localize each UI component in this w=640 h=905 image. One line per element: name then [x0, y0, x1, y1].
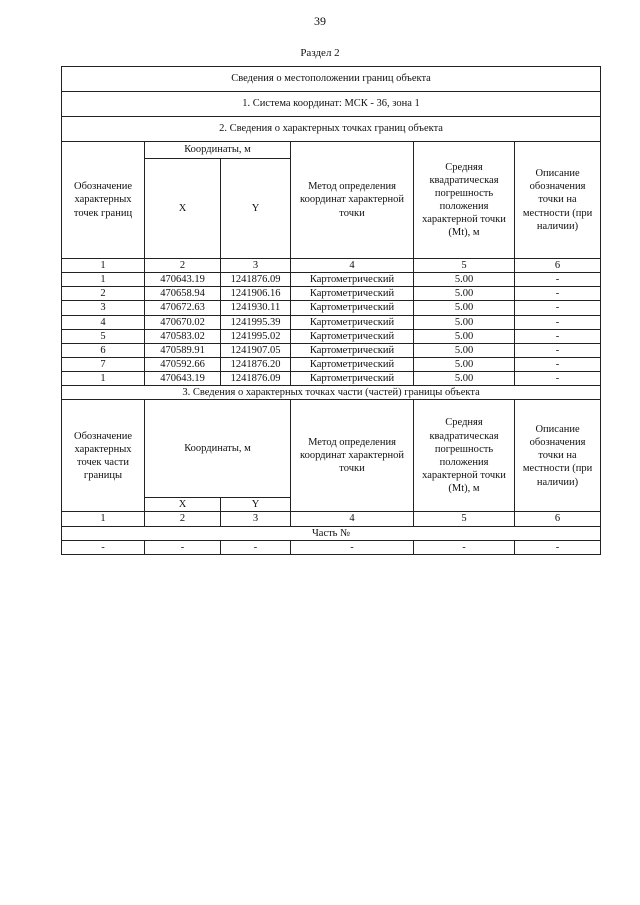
- s2-header-x: X: [145, 159, 221, 259]
- method: Картометрический: [291, 315, 414, 329]
- error: 5.00: [414, 301, 515, 315]
- s3-header-x: X: [145, 498, 221, 512]
- coord-x: 470672.63: [145, 301, 221, 315]
- coord-x: 470592.66: [145, 357, 221, 371]
- point-id: 7: [62, 357, 145, 371]
- s3-header-designation: Обозначение характерных точек части границы: [62, 400, 145, 512]
- method: Картометрический: [291, 287, 414, 301]
- description: -: [515, 540, 601, 554]
- error: 5.00: [414, 343, 515, 357]
- point-id: 1: [62, 372, 145, 386]
- table-row: [62, 343, 601, 357]
- description: -: [515, 329, 601, 343]
- s3-col-number: 2: [145, 512, 221, 526]
- coord-y: 1241930.11: [221, 301, 291, 315]
- table-row: [62, 329, 601, 343]
- page-number: 39: [314, 14, 326, 28]
- method: Картометрический: [291, 301, 414, 315]
- point-id: 3: [62, 301, 145, 315]
- s3-col-number: 1: [62, 512, 145, 526]
- point-id: 1: [62, 273, 145, 287]
- error: 5.00: [414, 329, 515, 343]
- s2-numbering-row: [62, 259, 601, 273]
- section3-heading: 3. Сведения о характерных точках части (частей) границы объекта: [62, 386, 601, 400]
- part-label: Часть №: [62, 526, 601, 540]
- table-row: [62, 315, 601, 329]
- method: -: [291, 540, 414, 554]
- s2-col-number: 4: [291, 259, 414, 273]
- table-row: [62, 372, 601, 386]
- coord-x: 470658.94: [145, 287, 221, 301]
- method: Картометрический: [291, 329, 414, 343]
- s3-header-coords: Координаты, м: [145, 400, 291, 498]
- coord-system: 1. Система координат: МСК - 36, зона 1: [62, 92, 601, 117]
- s2-col-number: 3: [221, 259, 291, 273]
- coord-x: 470589.91: [145, 343, 221, 357]
- description: -: [515, 315, 601, 329]
- s2-header-method: Метод определения координат характерной точки: [291, 142, 414, 259]
- s3-header-y: Y: [221, 498, 291, 512]
- error: 5.00: [414, 357, 515, 371]
- table-title: Сведения о местоположении границ объекта: [62, 67, 601, 92]
- s2-col-number: 1: [62, 259, 145, 273]
- error: 5.00: [414, 273, 515, 287]
- coord-y: 1241906.16: [221, 287, 291, 301]
- s3-numbering-row: [62, 512, 601, 526]
- s3-col-number: 3: [221, 512, 291, 526]
- description: -: [515, 287, 601, 301]
- method: Картометрический: [291, 357, 414, 371]
- point-id: -: [62, 540, 145, 554]
- coord-x: 470643.19: [145, 372, 221, 386]
- s3-col-number: 6: [515, 512, 601, 526]
- coord-x: -: [145, 540, 221, 554]
- point-id: 4: [62, 315, 145, 329]
- s3-header-error: Средняя квадратическая погрешность положения характерной точки (Mt), м: [414, 400, 515, 512]
- s2-col-number: 6: [515, 259, 601, 273]
- table-row: [62, 540, 601, 554]
- coord-x: 470583.02: [145, 329, 221, 343]
- table-row: [62, 357, 601, 371]
- s2-header-description: Описание обозначения точки на местности (при наличии): [515, 142, 601, 259]
- s2-header-coords: Координаты, м: [145, 142, 291, 159]
- coord-y: 1241876.09: [221, 372, 291, 386]
- s2-header-y: Y: [221, 159, 291, 259]
- table-row: [62, 301, 601, 315]
- s2-col-number: 5: [414, 259, 515, 273]
- method: Картометрический: [291, 273, 414, 287]
- coord-y: 1241876.20: [221, 357, 291, 371]
- error: -: [414, 540, 515, 554]
- point-id: 2: [62, 287, 145, 301]
- s3-col-number: 5: [414, 512, 515, 526]
- description: -: [515, 357, 601, 371]
- s3-header-description: Описание обозначения точки на местности (при наличии): [515, 400, 601, 512]
- coord-x: 470670.02: [145, 315, 221, 329]
- method: Картометрический: [291, 343, 414, 357]
- s3-col-number: 4: [291, 512, 414, 526]
- boundary-table: [61, 66, 601, 555]
- table-row: [62, 273, 601, 287]
- coord-y: -: [221, 540, 291, 554]
- description: -: [515, 301, 601, 315]
- coord-y: 1241876.09: [221, 273, 291, 287]
- description: -: [515, 372, 601, 386]
- coord-x: 470643.19: [145, 273, 221, 287]
- method: Картометрический: [291, 372, 414, 386]
- s3-header-method: Метод определения координат характерной точки: [291, 400, 414, 512]
- coord-y: 1241907.05: [221, 343, 291, 357]
- s2-col-number: 2: [145, 259, 221, 273]
- error: 5.00: [414, 372, 515, 386]
- error: 5.00: [414, 287, 515, 301]
- table-row: [62, 287, 601, 301]
- s2-header-designation: Обозначение характерных точек границ: [62, 142, 145, 259]
- coord-y: 1241995.39: [221, 315, 291, 329]
- point-id: 5: [62, 329, 145, 343]
- description: -: [515, 343, 601, 357]
- point-id: 6: [62, 343, 145, 357]
- section2-heading: 2. Сведения о характерных точках границ объекта: [62, 117, 601, 142]
- coord-y: 1241995.02: [221, 329, 291, 343]
- s2-header-error: Средняя квадратическая погрешность положения характерной точки (Mt), м: [414, 142, 515, 259]
- error: 5.00: [414, 315, 515, 329]
- description: -: [515, 273, 601, 287]
- section-title: Раздел 2: [300, 47, 340, 59]
